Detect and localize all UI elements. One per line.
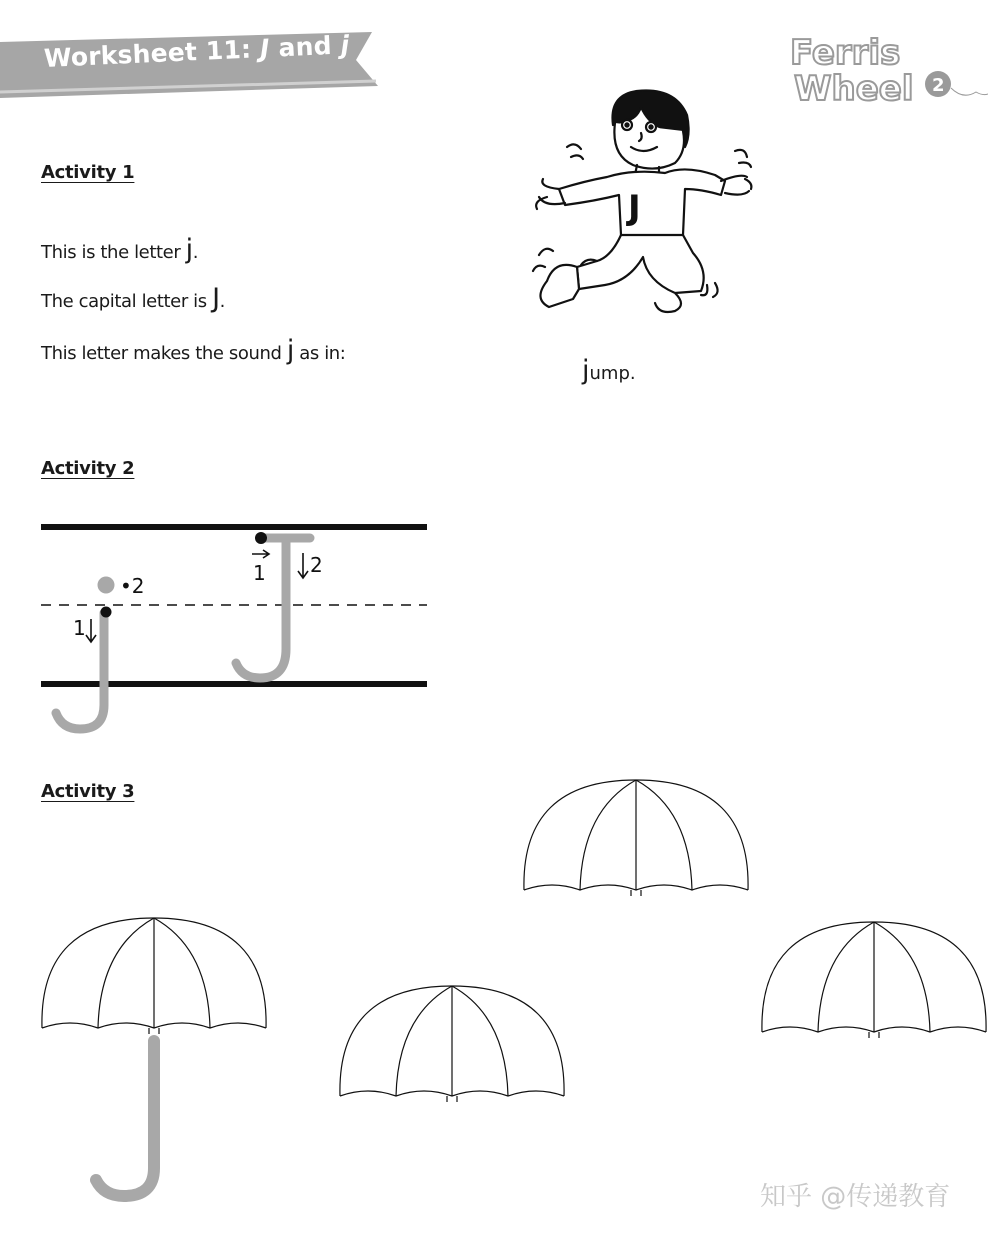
small-j-start-point xyxy=(101,607,112,618)
activity1-heading: Activity 1 xyxy=(41,162,135,183)
umbrella-top-right xyxy=(524,780,748,896)
activity2-heading: Activity 2 xyxy=(41,458,135,479)
umbrella-right xyxy=(762,922,986,1038)
small-j-dot xyxy=(98,577,115,594)
shirt-letter: J xyxy=(628,188,641,228)
example-word-jump: jump. xyxy=(582,355,636,386)
ferris-wheel-logo xyxy=(788,30,988,110)
activity1-line2: The capital letter is J. xyxy=(41,283,225,314)
worksheet-title: Worksheet 11: J and j xyxy=(43,30,350,73)
logo-line2: Wheel xyxy=(794,69,914,109)
small-j-stroke-label: 1 xyxy=(73,616,86,640)
activity1-line3: This letter makes the sound j as in: xyxy=(41,335,346,366)
activity1-line1: This is the letter j. xyxy=(41,234,199,265)
letter-tracing-guide xyxy=(38,515,433,740)
capital-j-stem-trace xyxy=(236,538,286,678)
small-j-dot-label: •2 xyxy=(120,574,145,598)
logo-line1: Ferris xyxy=(790,33,901,73)
capital-j-stroke2-label: 2 xyxy=(310,553,323,577)
umbrella-middle xyxy=(340,986,564,1102)
jumping-boy-illustration xyxy=(525,85,760,320)
capital-j-stroke1-label: 1 xyxy=(253,561,266,585)
activity3-heading: Activity 3 xyxy=(41,781,135,802)
umbrellas-area xyxy=(0,760,1002,1210)
capital-j-start-point xyxy=(255,532,267,544)
source-watermark: 知乎 @传递教育 xyxy=(760,1182,951,1212)
umbrella-j-handle-trace xyxy=(96,1041,154,1196)
logo-level: 2 xyxy=(932,75,945,96)
umbrella-with-j-handle xyxy=(42,918,266,1034)
